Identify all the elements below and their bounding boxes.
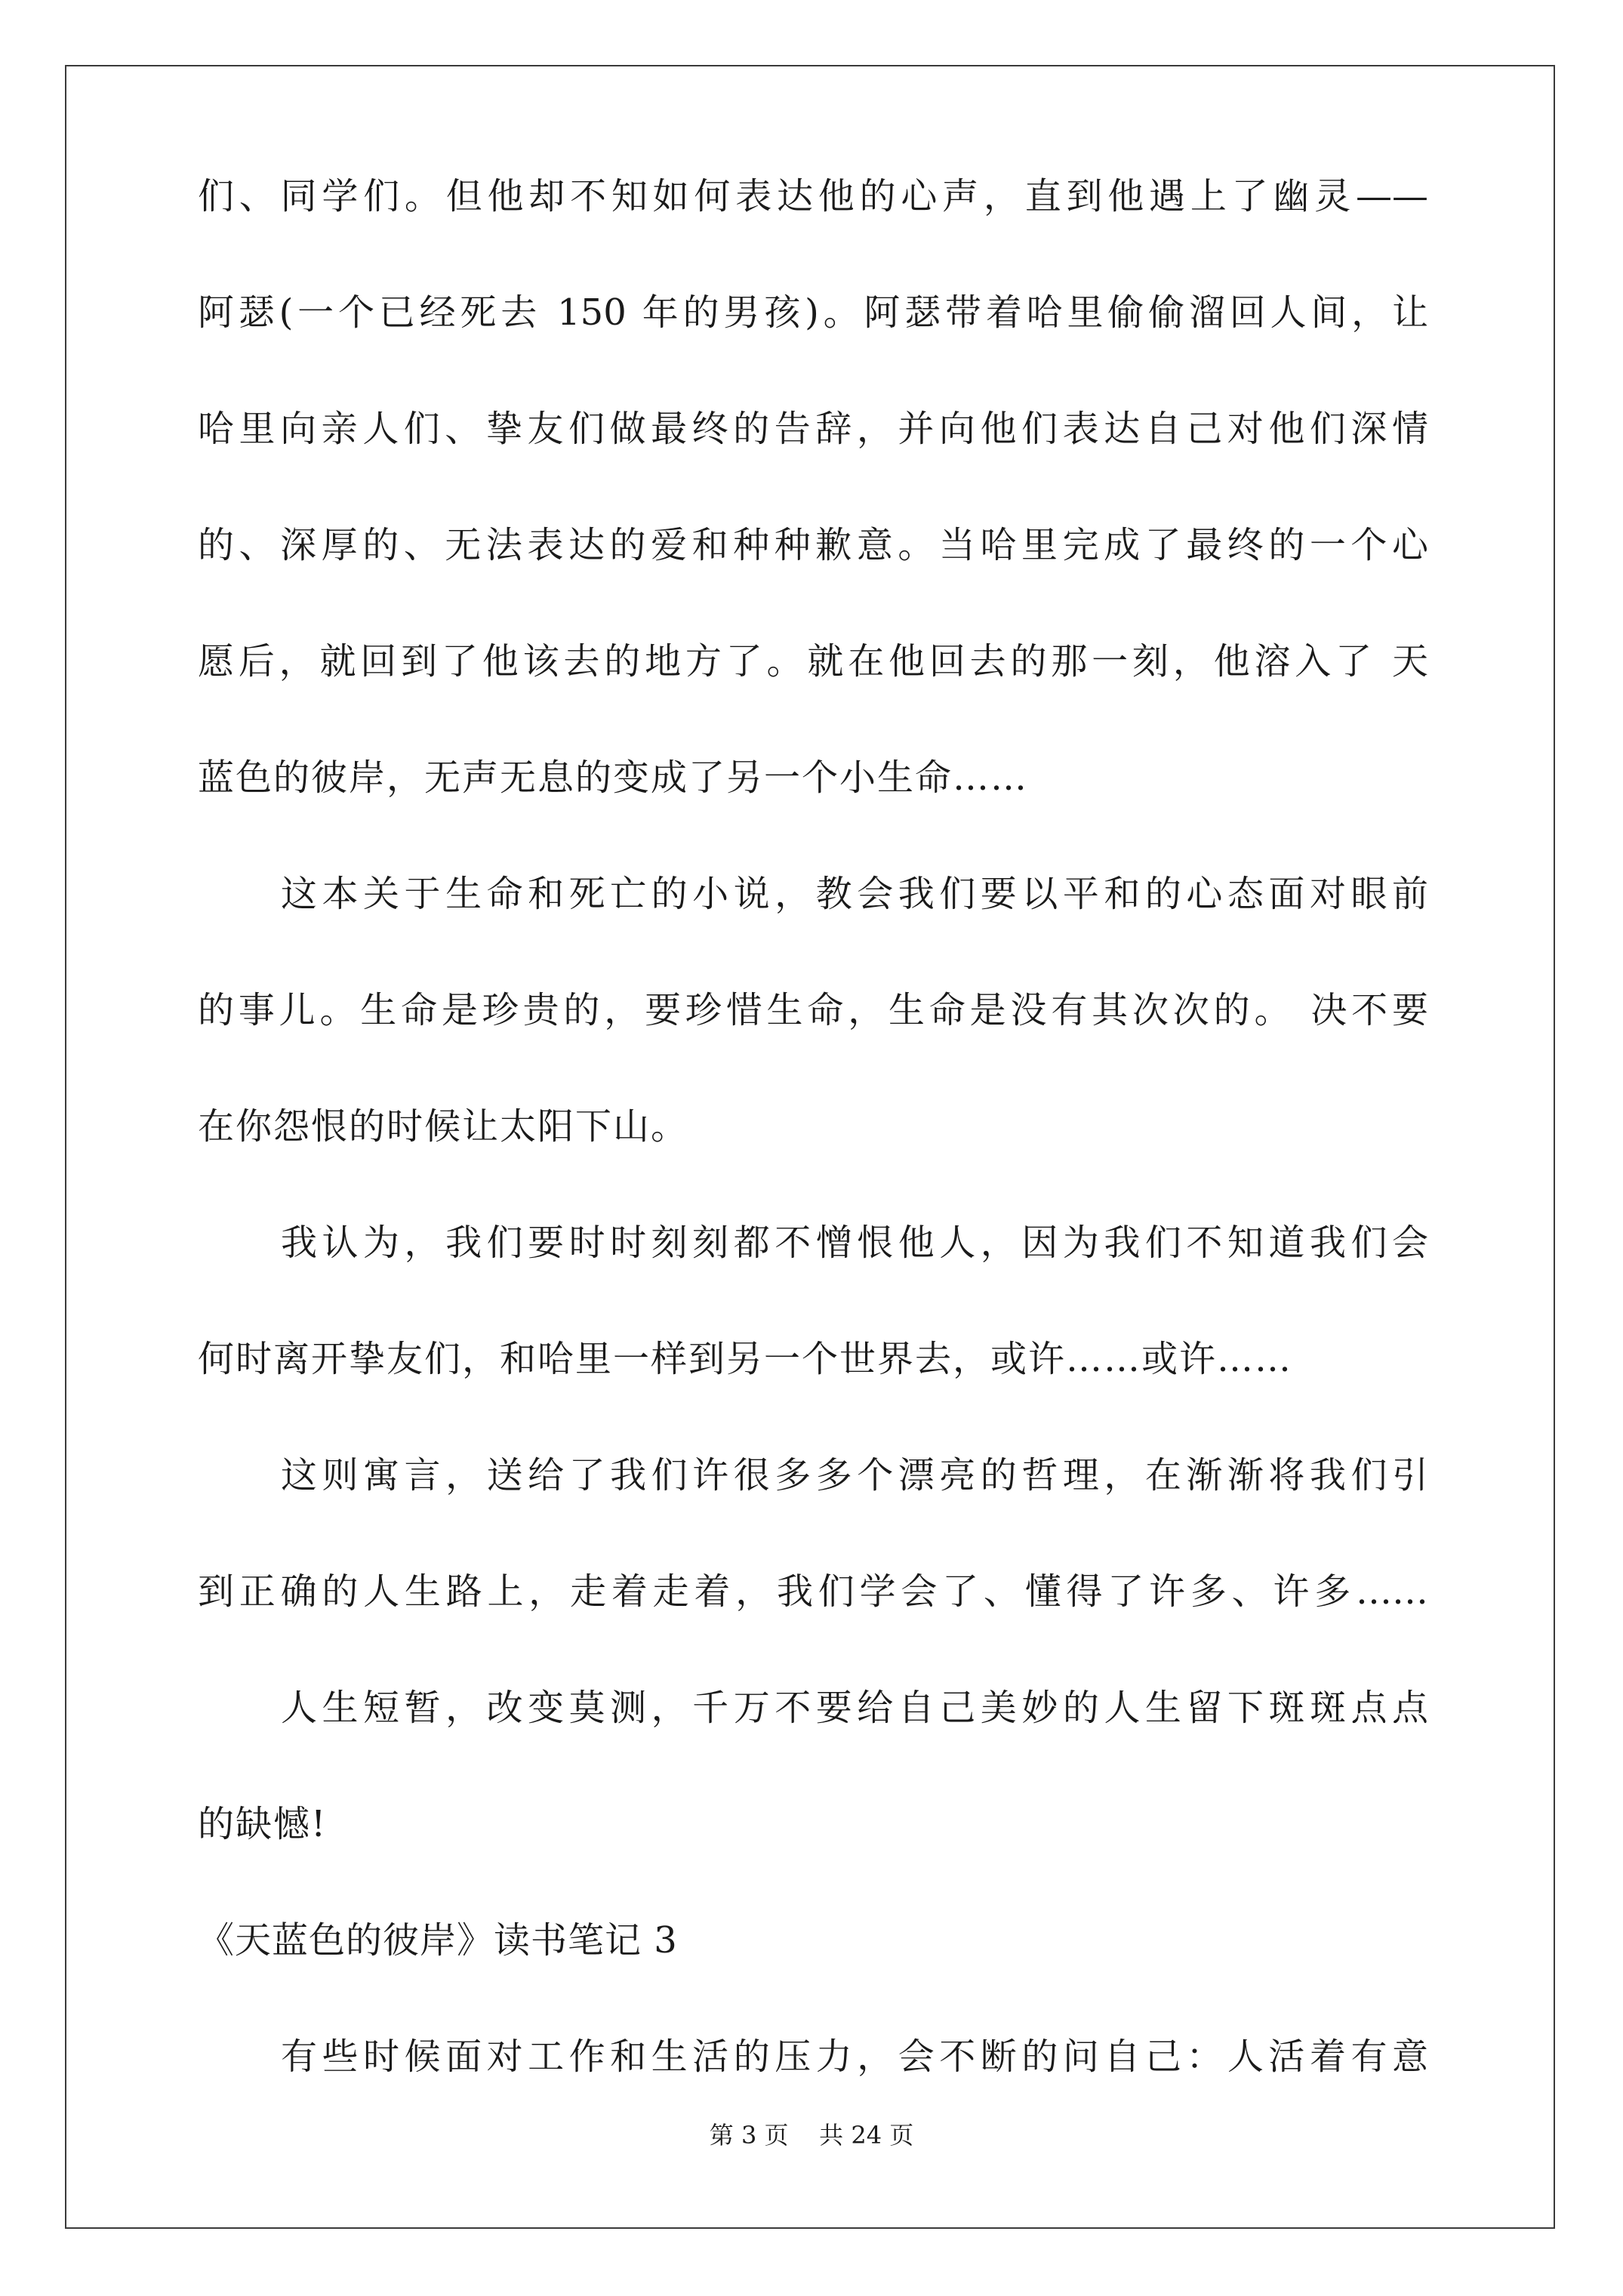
page-footer: 第 3 页 共 24 页 <box>709 2121 914 2150</box>
text-line: 到正确的人生路上，走着走着，我们学会了、懂得了许多、许多…… <box>198 1570 1428 1613</box>
text-line: 阿瑟(一个已经死去 150 年的男孩)。阿瑟带着哈里偷偷溜回人间，让 <box>198 291 1428 334</box>
text-line: 们、同学们。但他却不知如何表达他的心声，直到他遇上了幽灵—— <box>198 175 1428 217</box>
paragraph-start: 这本关于生命和死亡的小说，教会我们要以平和的心态面对眼前 <box>281 873 1428 915</box>
text-line: 的缺憾! <box>198 1803 328 1845</box>
text-line: 的、深厚的、无法表达的爱和种种歉意。当哈里完成了最终的一个心 <box>198 524 1428 566</box>
paragraph-start: 人生短暂，改变莫测，千万不要给自己美妙的人生留下斑斑点点 <box>281 1687 1428 1729</box>
paragraph-start: 有些时候面对工作和生活的压力，会不断的问自己：人活着有意 <box>281 2036 1428 2078</box>
text-line: 的事儿。生命是珍贵的，要珍惜生命，生命是没有其次次的。 决不要 <box>198 989 1428 1031</box>
paragraph-start: 这则寓言，送给了我们许很多多个漂亮的哲理，在渐渐将我们引 <box>281 1454 1428 1496</box>
section-heading: 《天蓝色的彼岸》读书笔记 3 <box>198 1919 678 1962</box>
text-line: 在你怨恨的时候让太阳下山。 <box>198 1105 689 1148</box>
text-line: 哈里向亲人们、挚友们做最终的告辞，并向他们表达自己对他们深情 <box>198 408 1428 450</box>
text-line: 何时离开挚友们，和哈里一样到另一个世界去，或许……或许…… <box>198 1338 1293 1380</box>
text-line: 愿后，就回到了他该去的地方了。就在他回去的那一刻，他溶入了 天 <box>198 640 1428 683</box>
text-line: 蓝色的彼岸，无声无息的变成了另一个小生命…… <box>198 757 1029 799</box>
paragraph-start: 我认为，我们要时时刻刻都不憎恨他人，因为我们不知道我们会 <box>281 1222 1428 1264</box>
